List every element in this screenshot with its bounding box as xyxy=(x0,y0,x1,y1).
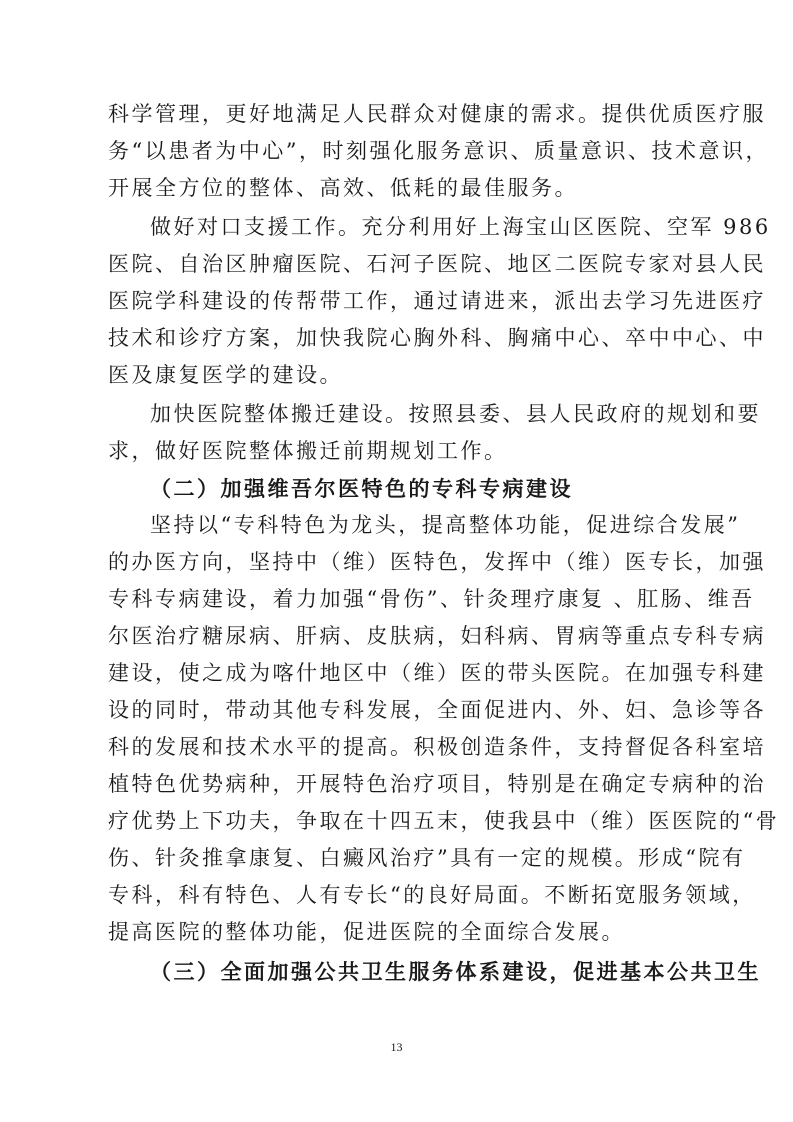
text-line: 医院学科建设的传帮带工作，通过请进来，派出去学习先进医疗 xyxy=(108,289,766,313)
text-line: 医院、自治区肿瘤医院、石河子医院、地区二医院专家对县人民 xyxy=(108,252,766,276)
text-line: 科的发展和技术水平的提高。积极创造条件，支持督促各科室培 xyxy=(108,735,766,759)
text-line: 专科专病建设，着力加强“骨伤”、针灸理疗康复 、肛肠、维吾 xyxy=(108,587,755,611)
text-line: 疗优势上下功夫，争取在十四五末，使我县中（维）医医院的“骨 xyxy=(108,809,780,833)
text-line: 开展全方位的整体、高效、低耗的最佳服务。 xyxy=(108,176,578,200)
text-line: 的办医方向，坚持中（维）医特色，发挥中（维）医专长，加强 xyxy=(108,550,766,574)
text-line: 务“以患者为中心”，时刻强化服务意识、质量意识、技术意识， xyxy=(108,139,769,163)
section-heading: （三）全面加强公共卫生服务体系建设，促进基本公共卫生 xyxy=(150,959,761,984)
text-line: 建设，使之成为喀什地区中（维）医的带头医院。在加强专科建 xyxy=(108,661,766,685)
text-line: 尔医治疗糖尿病、肝病、皮肤病，妇科病、胃病等重点专科专病 xyxy=(108,624,766,648)
text-line: 设的同时，带动其他专科发展，全面促进内、外、妇、急诊等各 xyxy=(108,698,766,722)
text-line: 技术和诊疗方案，加快我院心胸外科、胸痛中心、卒中中心、中 xyxy=(108,326,766,350)
text-line: 加快医院整体搬迁建设。按照县委、县人民政府的规划和要 xyxy=(150,402,761,426)
page-number: 13 xyxy=(390,1040,403,1054)
text-line: 提高医院的整体功能，促进医院的全面综合发展。 xyxy=(108,920,625,944)
text-line: 医及康复医学的建设。 xyxy=(108,363,343,387)
text-line: 做好对口支援工作。充分利用好上海宝山区医院、空军 986 xyxy=(150,215,771,239)
text-line: 植特色优势病种，开展特色治疗项目，特别是在确定专病种的治 xyxy=(108,772,766,796)
text-line: 求，做好医院整体搬迁前期规划工作。 xyxy=(108,439,508,463)
section-heading: （二）加强维吾尔医特色的专科专病建设 xyxy=(150,476,573,501)
text-line: 伤、针灸推拿康复、白癜风治疗”具有一定的规模。形成“院有 xyxy=(108,846,746,870)
text-line: 专科，科有特色、人有专长“的良好局面。不断拓宽服务领域， xyxy=(108,883,756,907)
body-text xyxy=(108,96,780,990)
text-line: 坚持以“专科特色为龙头，提高整体功能，促进综合发展” xyxy=(150,513,741,537)
text-line: 科学管理，更好地满足人民群众对健康的需求。提供优质医疗服 xyxy=(108,102,766,126)
